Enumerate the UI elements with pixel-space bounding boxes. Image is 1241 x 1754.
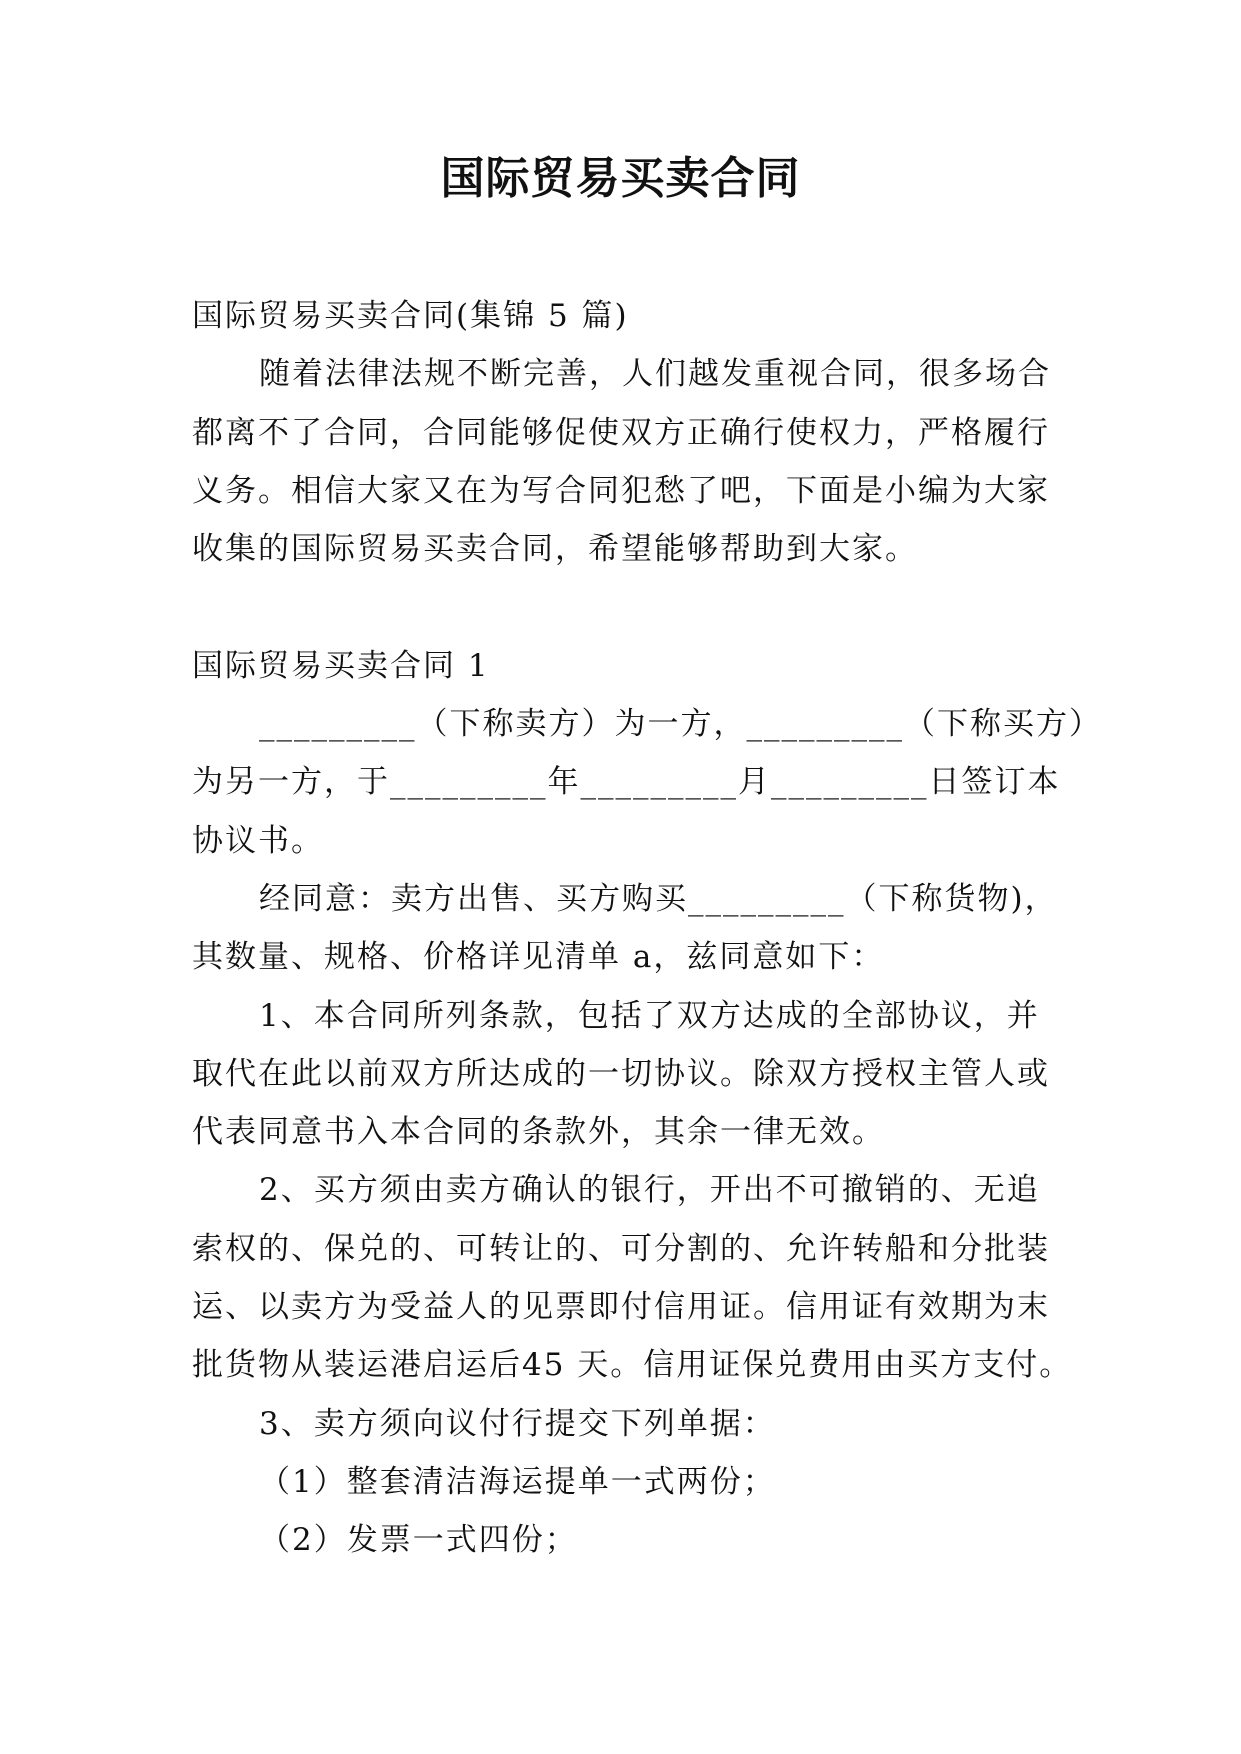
paragraph-line: 批货物从装运港启运后45 天。信用证保兑费用由买方支付。 [192, 1347, 1073, 1384]
required-documents-list [192, 1453, 1092, 1570]
clause-2 [192, 1161, 1092, 1394]
document-title: 国际贸易买卖合同 [440, 153, 801, 204]
list-item: （1）整套清洁海运提单一式两份； [259, 1463, 776, 1500]
intro-heading: 国际贸易买卖合同(集锦 5 篇) [192, 298, 629, 334]
contract-heading: 国际贸易买卖合同 1 [192, 647, 490, 684]
paragraph-line: 为另一方，于_________年_________月_________日签订本 [192, 764, 1061, 801]
paragraph-line: 代表同意书入本合同的条款外，其余一律无效。 [192, 1114, 885, 1151]
parties-paragraph [192, 695, 1102, 870]
document-body [192, 287, 1102, 1570]
clause-3 [192, 1395, 1092, 1453]
paragraph-line: 3、卖方须向议付行提交下列单据： [259, 1405, 776, 1442]
clause-1 [192, 987, 1092, 1162]
paragraph-line: 取代在此以前双方所达成的一切协议。除双方授权主管人或 [192, 1055, 1050, 1092]
paragraph-line: 1、本合同所列条款，包括了双方达成的全部协议，并 [259, 997, 1040, 1034]
paragraph-line: 运、以卖方为受益人的见票即付信用证。信用证有效期为末 [192, 1289, 1050, 1326]
paragraph-line: 经同意：卖方出售、买方购买_________（下称货物)， [259, 880, 1058, 917]
paragraph-line: 其数量、规格、价格详见清单 a，兹同意如下： [192, 939, 885, 976]
paragraph-line: 收集的国际贸易买卖合同，希望能够帮助到大家。 [192, 531, 918, 568]
paragraph-line: 义务。相信大家又在为写合同犯愁了吧，下面是小编为大家 [192, 472, 1050, 509]
list-item: （2）发票一式四份； [259, 1522, 578, 1559]
paragraph-line: 2、买方须由卖方确认的银行，开出不可撤销的、无追 [259, 1172, 1040, 1209]
intro-paragraph [192, 345, 1092, 578]
paragraph-line: 索权的、保兑的、可转让的、可分割的、允许转船和分批装 [192, 1230, 1050, 1267]
agreement-paragraph [192, 870, 1092, 987]
paragraph-line: _________（下称卖方）为一方，_________（下称买方） [259, 706, 1102, 743]
paragraph-spacer [192, 578, 1092, 636]
paragraph-line: 随着法律法规不断完善，人们越发重视合同，很多场合 [259, 356, 1051, 393]
paragraph-line: 协议书。 [192, 822, 324, 859]
paragraph-line: 都离不了合同，合同能够促使双方正确行使权力，严格履行 [192, 414, 1050, 451]
